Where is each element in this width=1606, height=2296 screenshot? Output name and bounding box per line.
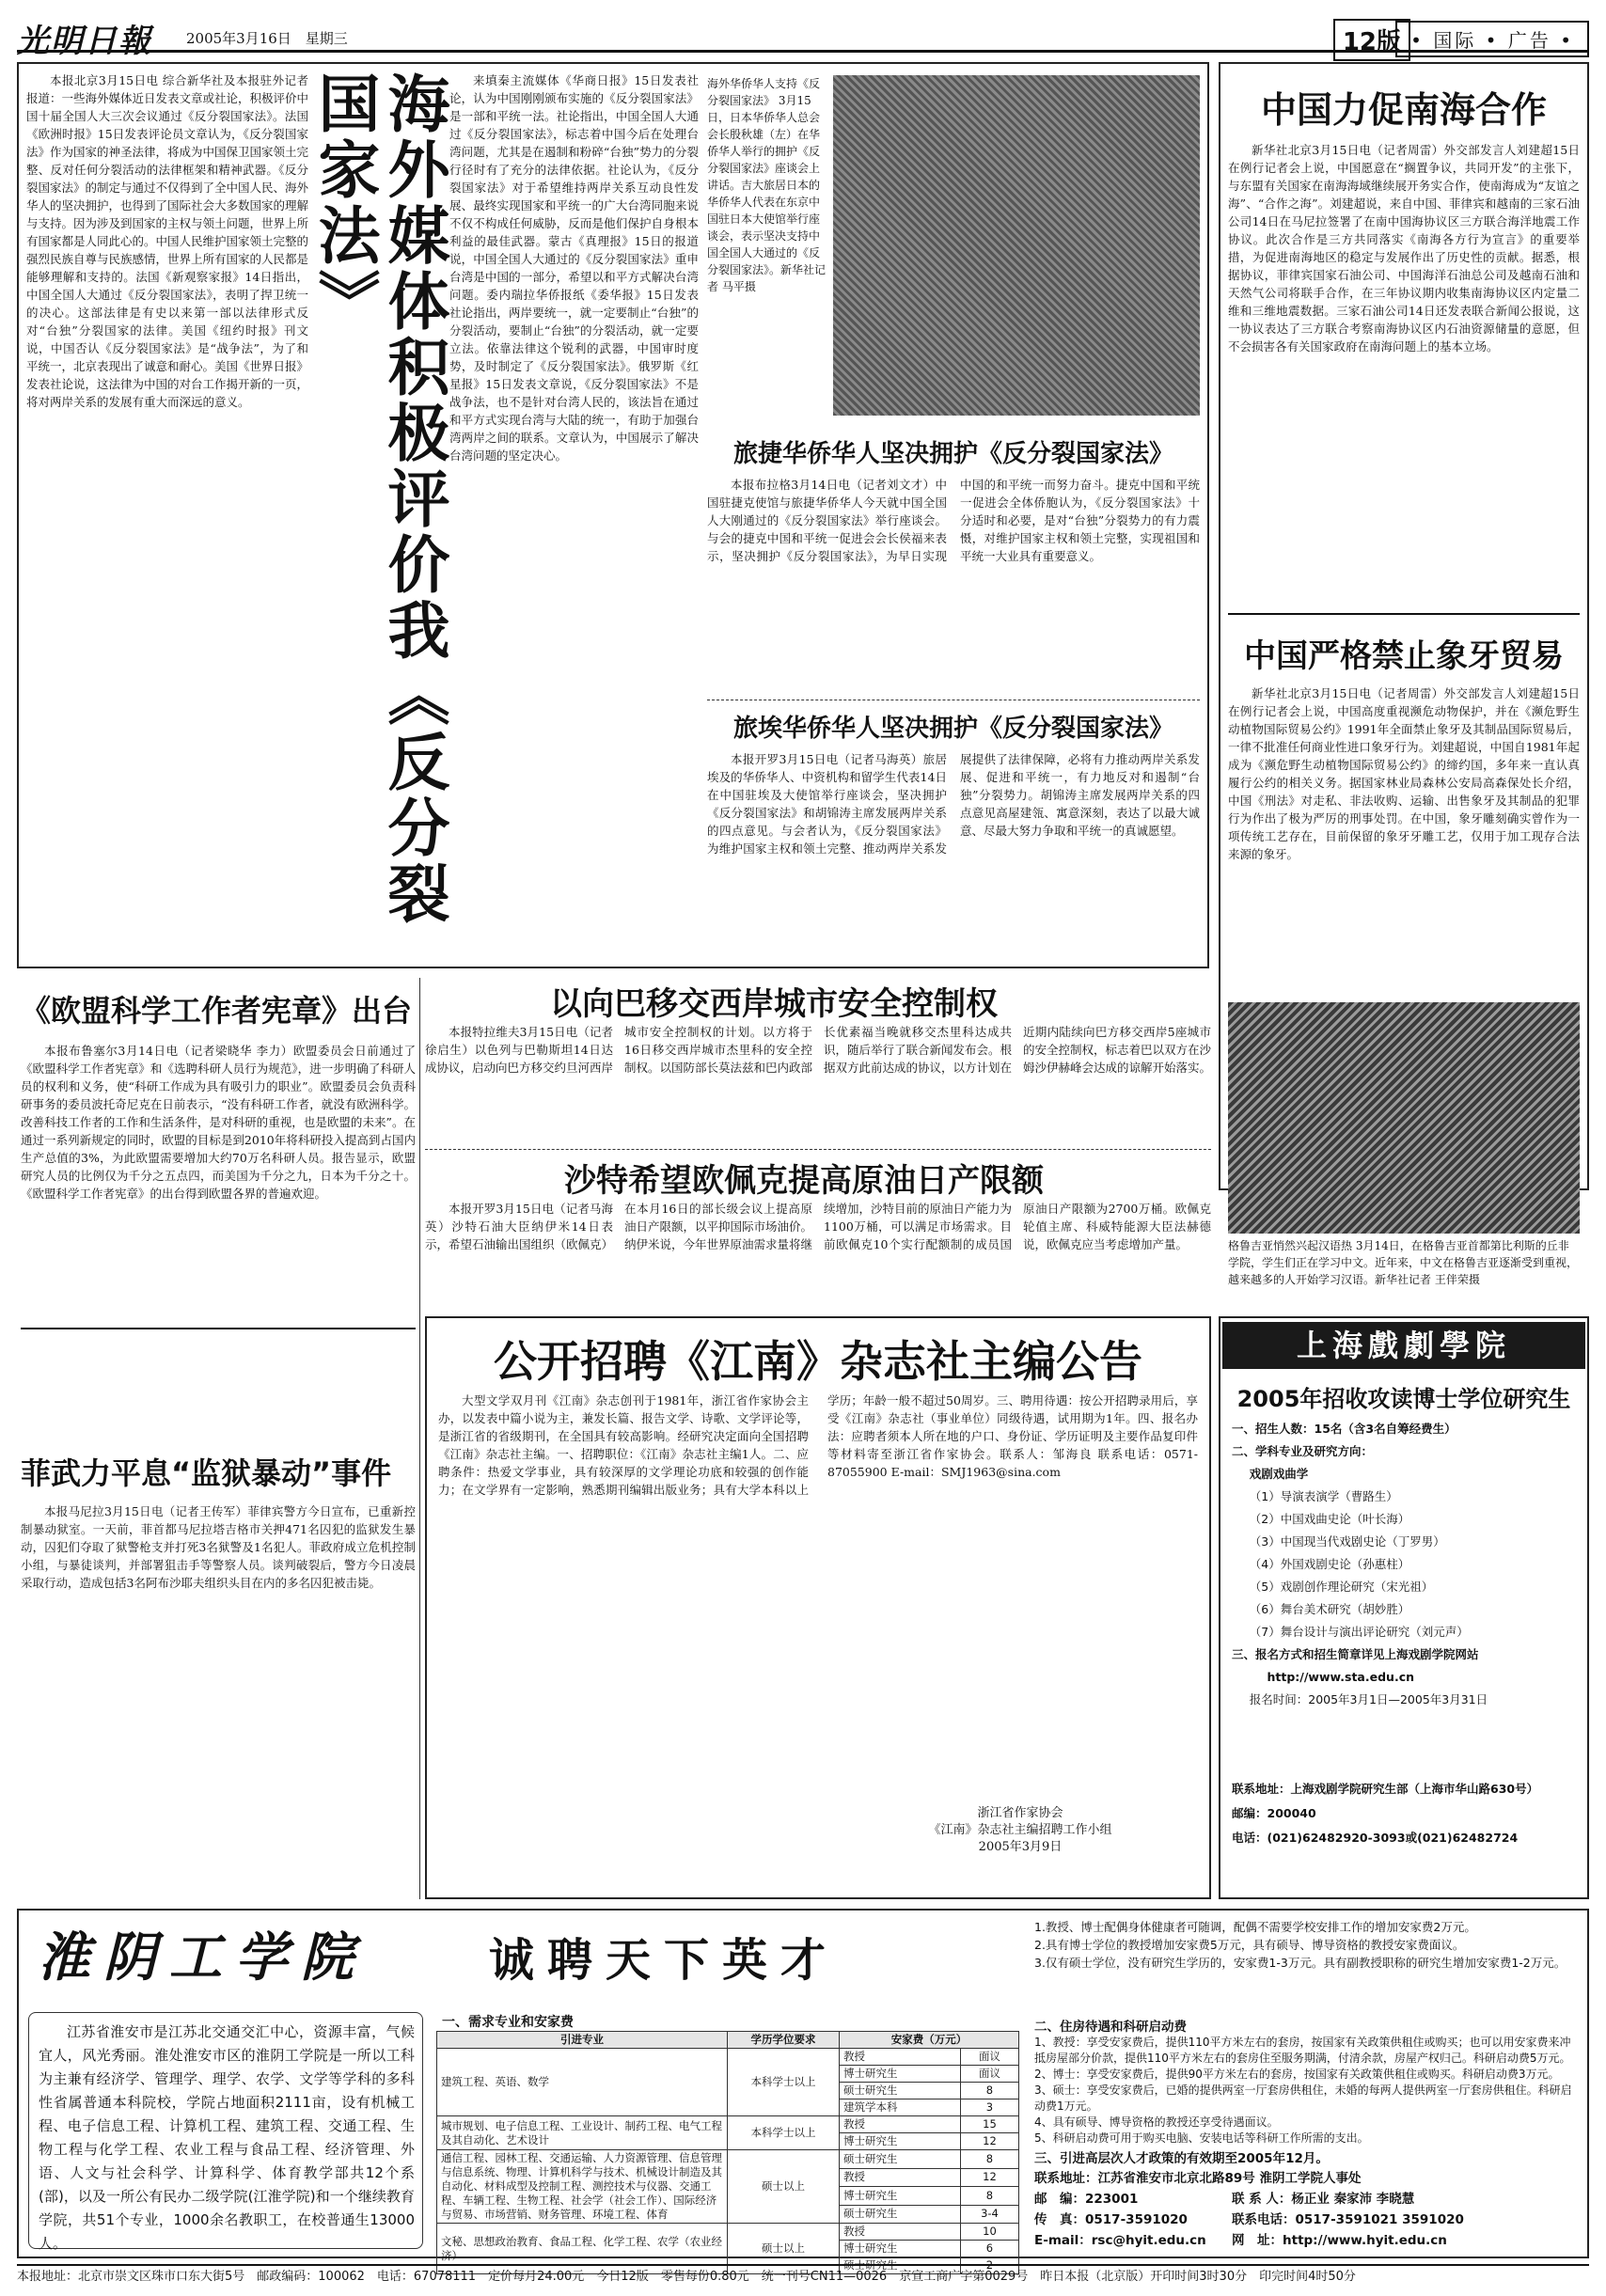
table-cell: 面议 bbox=[960, 2066, 1018, 2083]
table-cell: 博士研究生 bbox=[840, 2133, 961, 2150]
contact-row bbox=[1034, 2210, 1580, 2230]
shanghai-item: （1）导演表演学（曹路生） bbox=[1249, 1489, 1398, 1503]
jiangnan-signature: 浙江省作家协会 《江南》杂志社主编招聘工作小组 2005年3月9日 bbox=[928, 1806, 1112, 1854]
table-cell: 12 bbox=[960, 2168, 1018, 2187]
table-cell: 8 bbox=[960, 2187, 1018, 2206]
huaiyin-intro: 江苏省淮安市是江苏北交通交汇中心，资源丰富，气候宜人，风光秀丽。淮处淮安市区的淮阴工学院是一所以工科为主兼有经济学、管理学、理学、农学、文学等学科的多科性省属普通本科院校，学院占地面积2111亩，设有机械工程、电子信息工程、计算机工程、建筑工程、交通工程、生物工程与化学工程、农业工程与食品工程、经济管理、外语、人文与社会科学、计算科学、体育教学部共12个系(部)，以及一所公有民办二级学院(江淮学院)和一个继续教育学院，共51个专业，1000余名教职工，在校普通生13000人。 bbox=[39, 2023, 415, 2252]
sub1-body: 本报布拉格3月14日电（记者刘文才）中国驻捷克使馆与旅捷华侨华人今天就中国全国人大刚通过的《反分裂国家法》举行座谈会。与会的捷克中国和平统一促进会会长侯福来表示，坚决拥护《反分裂国家法》，为早日实现中国的和平统一而努力奋斗。捷克中国和平统一促进会全体侨胞认为，《反分裂国家法》十分适时和必要，是对“台独”分裂势力的有力震慑，对维护国家主权和领土完整，实现祖国和平统一大业具有重要意义。 bbox=[707, 478, 1200, 563]
shanghai-item: （2）中国戏曲史论（叶长海） bbox=[1249, 1512, 1410, 1526]
contact-fax: 传 真：0517-3591020 bbox=[1034, 2212, 1188, 2227]
table-cell: 3-4 bbox=[960, 2205, 1018, 2224]
table-cell: 博士研究生 bbox=[840, 2241, 961, 2257]
table-cell-degree: 本科学士以上 bbox=[728, 2049, 840, 2116]
housing-item: 1、教授：享受安家费后，提供110平方米左右的套房，按国家有关政策供租住或购买；也可以用安家费来冲抵房屋部分价款，提供110平方米左右的套房住至服务期满，付清余款，房屋产权归己。科研启动费5万元。 bbox=[1034, 2036, 1571, 2065]
benefit-item: 1.教授、博士配偶身体健康者可随调，配偶不需要学校安排工作的增加安家费2万元。 bbox=[1034, 1920, 1476, 1934]
contact-email[interactable]: E-mail：rsc@hyit.edu.cn bbox=[1034, 2233, 1206, 2248]
table-cell-major: 文秘、思想政治教育、食品工程、化学工程、农学（农业经济） bbox=[437, 2224, 728, 2274]
lead-headline: 海外媒体积极评价我《反分裂国家法》 bbox=[307, 71, 449, 927]
huaiyin-contact bbox=[1034, 2168, 1580, 2255]
table-cell-degree: 硕士以上 bbox=[728, 2150, 840, 2224]
divider bbox=[21, 1328, 416, 1329]
table-cell: 硕士研究生 bbox=[840, 2257, 961, 2274]
table-cell: 硕士研究生 bbox=[840, 2150, 961, 2169]
shanghai-item: （3）中国现当代戏剧史论（丁罗男） bbox=[1249, 1534, 1445, 1549]
table-cell: 教授 bbox=[840, 2049, 961, 2066]
table-cell: 教授 bbox=[840, 2168, 961, 2187]
huaiyin-table-section: 一、需求专业和安家费 bbox=[442, 2015, 574, 2030]
shanghai-item: （4）外国戏剧史论（孙惠柱） bbox=[1249, 1557, 1410, 1571]
contact-person: 联 系 人：杨正业 秦家沛 李晓慧 bbox=[1232, 2192, 1415, 2207]
benefit-item: 2.具有博士学位的教授增加安家费5万元，具有硕导、博导资格的教授安家费面议。 bbox=[1034, 1938, 1465, 1952]
table-cell: 3 bbox=[960, 2099, 1018, 2116]
shanghai-item: 报名时间：2005年3月1日—2005年3月31日 bbox=[1249, 1692, 1488, 1706]
huaiyin-section3: 三、引进高层次人才政策的有效期至2005年12月。 bbox=[1034, 2151, 1329, 2166]
table-header: 学历学位要求 bbox=[728, 2032, 840, 2049]
sub1-title: 旅捷华侨华人坚决拥护《反分裂国家法》 bbox=[732, 440, 1173, 468]
contact-website[interactable]: 网 址：http://www.hyit.edu.cn bbox=[1232, 2233, 1447, 2248]
jiangnan-body: 大型文学双月刊《江南》杂志创刊于1981年，浙江省作家协会主办，以发表中篇小说为主，兼发长篇、报告文学、诗歌、文学评论等，是浙江省的省级期刊，在全国具有较高影响。经研究决定面向全国招聘《江南》杂志社主编。一、招聘职位：《江南》杂志社主编1人。二、应聘条件：热爱文学事业，具有较深厚的文学理论功底和较强的创作能力；在文学界有一定影响，熟悉期刊编辑出版业务；具有大学本科以上学历；年龄一般不超过50周岁。三、聘用待遇：按公开招聘录用后，享受《江南》杂志社（事业单位）同级待遇，试用期为1年。四、报名办法：应聘者须本人所在地的户口、身份证、学历证明及主要作品复印件等材料寄至浙江省作家协会。联系人：邹海良 联系电话：0571-87055900 E-mail：SMJ1963@sina.com bbox=[438, 1393, 1198, 1497]
table-cell: 面议 bbox=[960, 2049, 1018, 2066]
divider bbox=[425, 1149, 1211, 1150]
table-cell-degree: 本科学士以上 bbox=[728, 2116, 840, 2150]
contact-row bbox=[1034, 2189, 1580, 2210]
georgia-caption: 格鲁吉亚悄然兴起汉语热 3月14日，在格鲁吉亚首都第比利斯的丘非学院，学生们正在学习中文。近年来，中文在格鲁吉亚逐渐受到重视，越来越多的人开始学习汉语。新华社记者 王伴荣摄 bbox=[1228, 1239, 1579, 1286]
table-cell: 12 bbox=[960, 2133, 1018, 2150]
table-row bbox=[437, 2116, 1019, 2133]
shanghai-item: （7）舞台设计与演出评论研究（刘元声） bbox=[1249, 1625, 1469, 1639]
ivory-body: 新华社北京3月15日电（记者周雷）外交部发言人刘建超15日在例行记者会上说，中国高度重视濒危动物保护，并在《濒危野生动植物国际贸易公约》1991年全面禁止象牙及其制品国际贸易后，一律不批准任何商业性进口象牙行为。刘建超说，中国自1981年起成为《濒危野生动植物国际贸易公约》的缔约国，多年来一直认真履行公约的相关义务。据国家林业局森林公安局高森保处长介绍，中国《刑法》对走私、非法收购、运输、出售象牙及其制品的犯罪行为作出了极为严厉的刑事处罚。在中国，象牙雕刻确实曾作为一项传统工艺存在，目前保留的象牙牙雕工艺，仅用于加工现存合法来源的象牙。 bbox=[1228, 686, 1580, 861]
shanghai-items bbox=[1232, 1418, 1580, 1766]
table-row bbox=[437, 2049, 1019, 2066]
saudi-body: 本报开罗3月15日电（记者马海英）沙特石油大臣纳伊米14日表示，希望石油输出国组织（欧佩克）在本月16日的部长级会议上提高原油日产限额，以平抑国际市场油价。纳伊米说，今年世界原油需求量将继续增加，沙特目前的原油日产能力为1100万桶，可以满足市场需求。目前欧佩克10个实行配额制的成员国原油日产限额为2700万桶。欧佩克轮值主席、科威特能源大臣法赫德说，欧佩克应当考虑增加产量。 bbox=[425, 1202, 1211, 1251]
housing-item: 3、硕士：享受安家费后，已婚的提供两室一厅套房供租住，未婚的每两人提供两室一厅套房供租住。科研启动费1万元。 bbox=[1034, 2084, 1572, 2113]
huaiyin-housing bbox=[1034, 2035, 1580, 2146]
nanhai-body: 新华社北京3月15日电（记者周雷）外交部发言人刘建超15日在例行记者会上说，中国愿意在“搁置争议，共同开发”的主张下，与东盟有关国家在南海海域继续展开务实合作，使南海成为“友谊之海”、“合作之海”。刘建超说，来自中国、菲律宾和越南的三家石油公司14日在马尼拉签署了在南中国海协议区三方联合海洋地震工作协议。此次合作是三方共同落实《南海各方行为宣言》的重要举措，为促进南海地区的稳定与发展作出了历史性的贡献。据悉，根据协议，菲律宾国家石油公司、中国海洋石油总公司及越南石油和天然气公司将联手合作，在三年协议期内收集南海协议区内定量二维和三维地震数据。三家石油公司14日还发表联合新闻公报说，这一协议表达了三方联合考察南海协议区内石油资源储量的意愿，但不会损害各有关国家政府在南海问题上的基本立场。 bbox=[1228, 143, 1580, 354]
table-cell: 教授 bbox=[840, 2224, 961, 2241]
eu-charter-body: 本报布鲁塞尔3月14日电（记者梁晓华 李力）欧盟委员会日前通过了《欧盟科学工作者宪章》和《选聘科研人员行为规范》，进一步明确了科研人员的权利和义务，使“科研工作成为具有吸引力的职业”。欧盟委员会负责科研事务的委员波托奇尼克在日前表示，“没有科研工作者，就没有欧洲科学。改善科技工作者的工作和生活条件，是对科研的重视，也是欧盟的未来”。在通过一系列新规定的同时，欧盟的目标是到2010年将科研投入提高到占国内生产总值的3%，为此欧盟需要增加大约70万名科研人员。报告显示，欧盟研究人员的比例仅为千分之五点四，而美国为千分之九，日本为千分之十。《欧盟科学工作者宪章》的出台得到欧盟各界的普遍欢迎。 bbox=[21, 1044, 416, 1201]
contact-row bbox=[1034, 2230, 1580, 2251]
housing-item: 5、科研启动费可用于购买电脑、安装电话等科研工作所需的支出。 bbox=[1034, 2131, 1369, 2145]
huaiyin-section2: 二、住房待遇和科研启动费 bbox=[1034, 2020, 1187, 2035]
saudi-title: 沙特希望欧佩克提高原油日产限额 bbox=[564, 1162, 1044, 1200]
shanghai-logo: 上海戲劇學院 bbox=[1222, 1322, 1585, 1369]
table-cell: 教授 bbox=[840, 2116, 961, 2133]
shanghai-zip: 邮编：200040 bbox=[1232, 1806, 1316, 1820]
shanghai-phone: 电话：(021)62482920-3093或(021)62482724 bbox=[1232, 1831, 1519, 1845]
newspaper-logo: 光明日報 bbox=[17, 23, 152, 60]
contact-address: 联系地址：江苏省淮安市北京北路89号 淮阴工学院人事处 bbox=[1034, 2171, 1362, 2186]
table-cell: 博士研究生 bbox=[840, 2187, 961, 2206]
huaiyin-title-slogan: 诚聘天下英才 bbox=[489, 1934, 840, 1987]
table-row bbox=[437, 2224, 1019, 2241]
table-cell-major: 建筑工程、英语、数学 bbox=[437, 2049, 728, 2116]
housing-item: 4、具有硕导、博导资格的教授还享受待遇面议。 bbox=[1034, 2115, 1279, 2129]
shanghai-contact-block bbox=[1232, 1777, 1580, 1890]
jiangnan-title: 公开招聘《江南》杂志社主编公告 bbox=[494, 1336, 1142, 1387]
table-cell-major: 城市规划、电子信息工程、工业设计、制药工程、电气工程及其自动化、艺术设计 bbox=[437, 2116, 728, 2150]
page-number: 12版 bbox=[1333, 19, 1410, 61]
table-cell: 10 bbox=[960, 2224, 1018, 2241]
table-cell-major: 通信工程、园林工程、交通运输、人力资源管理、信息管理与信息系统、物理、计算机科学与技术、机械设计制造及其自动化、材料成型及控制工程、测控技术与仪器、交通工程、车辆工程、生物工程、社会学（社会工作）、国际经济与贸易、市场营销、财务管理、环境工程、体育 bbox=[437, 2150, 728, 2224]
ivory-title: 中国严格禁止象牙贸易 bbox=[1244, 637, 1564, 675]
table-cell: 8 bbox=[960, 2150, 1018, 2169]
issue-date: 2005年3月16日 星期三 bbox=[186, 30, 348, 47]
huaiyin-title-school: 淮阴工学院 bbox=[38, 1926, 367, 1989]
section-label: • 国际 • 广告 • bbox=[1395, 21, 1589, 57]
huaiyin-benefits-top bbox=[1034, 1918, 1580, 2012]
lead-news-photo bbox=[833, 75, 1200, 416]
page-footer: 本报地址：北京市崇文区珠市口东大街5号 邮政编码：100062 电话：67078111 定价每月24.00元 今日12版 零售每份0.80元 统一刊号CN11—0026 京宣工商广字第0029号 昨日本报（北京版）开印时间3时30分 印完时间4时50分 bbox=[17, 2264, 1589, 2288]
contact-zip: 邮 编：223001 bbox=[1034, 2192, 1139, 2207]
eu-charter-title: 《欧盟科学工作者宪章》出台 bbox=[21, 993, 413, 1029]
shanghai-title: 2005年招收攻读博士学位研究生 bbox=[1236, 1386, 1571, 1412]
israel-title: 以向巴移交西岸城市安全控制权 bbox=[550, 985, 998, 1023]
benefit-item: 3.仅有硕士学位，没有研究生学历的，安家费1-3万元。具有副教授职称的研究生增加安家费1-2万元。 bbox=[1034, 1956, 1567, 1970]
table-header: 安家费（万元） bbox=[840, 2032, 1019, 2049]
shanghai-address: 联系地址：上海戏剧学院研究生部（上海市华山路630号） bbox=[1232, 1782, 1539, 1796]
vertical-divider bbox=[419, 978, 420, 1899]
table-cell: 8 bbox=[960, 2083, 1018, 2099]
shanghai-item: 二、学科专业及研究方向： bbox=[1232, 1444, 1374, 1458]
shanghai-item: 一、招生人数：15名（含3名自筹经费生） bbox=[1232, 1422, 1456, 1436]
table-cell-degree: 硕士以上 bbox=[728, 2224, 840, 2274]
huaiyin-table-wrap bbox=[436, 2031, 1019, 2272]
shanghai-website[interactable]: http://www.sta.edu.cn bbox=[1267, 1670, 1415, 1684]
shanghai-item: （6）舞台美术研究（胡妙胜） bbox=[1249, 1602, 1410, 1616]
table-header: 引进专业 bbox=[437, 2032, 728, 2049]
table-row bbox=[437, 2150, 1019, 2169]
shanghai-item: 戏剧戏曲学 bbox=[1249, 1467, 1309, 1481]
lead-photo-caption: 海外华侨华人支持《反分裂国家法》 3月15日，日本华侨华人总会会长殷秋雄（左）在华侨华人举行的拥护《反分裂国家法》座谈会上讲话。吉大旅居日本的华侨华人代表在东京中国驻日本大使馆举行座谈会，表示坚决支持中国全国人大通过的《反分裂国家法》。新华社记者 马平摄 bbox=[707, 77, 827, 293]
table-cell: 博士研究生 bbox=[840, 2066, 961, 2083]
contact-phone: 联系电话：0517-3591021 3591020 bbox=[1232, 2212, 1464, 2227]
shanghai-item: 三、报名方式和招生简章详见上海戏剧学院网站 bbox=[1232, 1647, 1479, 1661]
nanhai-title: 中国力促南海合作 bbox=[1260, 88, 1547, 131]
lead-column-2: 来填秦主流媒体《华商日报》15日发表社论，认为中国刚刚颁布实施的《反分裂国家法》是一部和平统一法。社论指出，中国全国人大通过《反分裂国家法》，标志着中国今后在处理台湾问题，尤其是在遏制和粉碎“台独”势力的分裂行径时有了充分的法律依据。社论认为，《反分裂国家法》对于希望维持两岸关系互动良性发展、最终实现国家和平统一的广大台湾同胞来说不仅不构成任何威胁，反而是他们保护自身根本利益的最佳武器。蒙古《真理报》15日的报道说，中国全国人大通过的《反分裂国家法》重申台湾是中国的一部分，希望以和平方式解决台湾问题。委内瑞拉华侨报纸《委华报》15日发表社论指出，两岸要统一，就一定要制止“台独”的分裂活动，要制止“台独”的分裂活动，就一定要立法。依靠法律这个锐利的武器，中国审时度势，及时制定了《反分裂国家法》。俄罗斯《红星报》15日发表文章说，《反分裂国家法》不是战争法，也不是针对台湾人民的，该法旨在通过和平方式实现台湾与大陆的统一，有助于加强台湾两岸之间的联系。文章认为，中国展示了解决台湾问题的坚定决心。 bbox=[449, 73, 699, 463]
huaiyin-intro-box bbox=[28, 2012, 423, 2252]
lead-column-1: 本报北京3月15日电 综合新华社及本报驻外记者报道：一些海外媒体近日发表文章或社论，积极评价中国十届全国人大三次会议通过《反分裂国家法》。法国《欧洲时报》15日发表评论员文章认为，《反分裂国家法》作为国家的神圣法律，将成为中国保卫国家领土完整、反对任何分裂活动的法律框架和精神武器。《反分裂国家法》的制定与通过不仅得到了全中国人民、海外华人的坚决拥护，也得到了国际社会大多数国家的理解与支持。因为涉及到国家的主权与领土问题，世界上所有国家都是人同此心的。中国人民维护国家领土完整的强烈民族自尊与民族感情，世界上所有国家的人民都是能够理解和支持的。法国《新观察家报》14日指出，中国全国人大通过《反分裂国家法》，表明了捍卫统一的决心。这部法律是有史以来第一部以法律形式反对“台独”分裂国家的法律。美国《纽约时报》刊文说，中国否认《反分裂国家法》是“战争法”，为了和平统一，北京表现出了诚意和耐心。美国《世界日报》发表社论说，这法律为中国的对台工作揭开新的一页，将对两岸关系的发展有重大而深远的意义。 bbox=[26, 73, 309, 409]
table-cell: 15 bbox=[960, 2116, 1018, 2133]
philippines-body: 本报马尼拉3月15日电（记者王传军）菲律宾警方今日宣布，已重新控制暴动狱室。一天前，菲首都马尼拉塔吉格市关押471名囚犯的监狱发生暴动，囚犯们夺取了狱警枪支并打死3名狱警及1名犯人。菲政府成立危机控制小组，与暴徒谈判，并部署狙击手等警察人员。谈判破裂后，警方今日凌晨采取行动，造成包括3名阿布沙耶夫组织头目在内的多名囚犯被击毙。 bbox=[21, 1504, 416, 1590]
israel-body: 本报特拉维夫3月15日电（记者徐启生）以色列与巴勒斯坦14日达成协议，启动向巴方移交约旦河西岸城市安全控制权的计划。以方将于16日移交西岸城市杰里科的安全控制权。以国防部长莫法兹和巴内政部长优素福当晚就移交杰里科达成共识，随后举行了联合新闻发布会。根据双方此前达成的协议，以方计划在近期内陆续向巴方移交西岸5座城市的安全控制权，标志着巴以双方在沙姆沙伊赫峰会达成的谅解开始落实。 bbox=[425, 1025, 1212, 1075]
georgia-photo bbox=[1228, 1002, 1580, 1234]
philippines-title: 菲武力平息“监狱暴动”事件 bbox=[21, 1455, 392, 1491]
table-cell: 建筑学本科 bbox=[840, 2099, 961, 2116]
masthead bbox=[17, 19, 1589, 60]
housing-item: 2、博士：享受安家费后，提供90平方米左右的套房，按国家有关政策供租住或购买。科研启动费3万元。 bbox=[1034, 2068, 1560, 2081]
huaiyin-salary-table bbox=[436, 2031, 1019, 2274]
table-cell: 2 bbox=[960, 2257, 1018, 2274]
sub2-title: 旅埃华侨华人坚决拥护《反分裂国家法》 bbox=[732, 715, 1173, 743]
table-cell: 硕士研究生 bbox=[840, 2205, 961, 2224]
shanghai-item: （5）戏剧创作理论研究（宋光祖） bbox=[1249, 1580, 1434, 1594]
table-cell: 硕士研究生 bbox=[840, 2083, 961, 2099]
divider bbox=[1228, 613, 1580, 615]
table-cell: 6 bbox=[960, 2241, 1018, 2257]
sub2-body: 本报开罗3月15日电（记者马海英）旅居埃及的华侨华人、中资机构和留学生代表14日在中国驻埃及大使馆举行座谈会，坚决拥护《反分裂国家法》和胡锦涛主席发展两岸关系的四点意见。与会者认为，《反分裂国家法》为维护国家主权和领土完整、推动两岸关系发展提供了法律保障，必将有力推动两岸关系发展、促进和平统一，有力地反对和遏制“台独”分裂势力。胡锦涛主席发展两岸关系的四点意见高屋建瓴、寓意深刻，表达了以最大诚意、尽最大努力争取和平统一的真诚愿望。 bbox=[707, 752, 1200, 856]
